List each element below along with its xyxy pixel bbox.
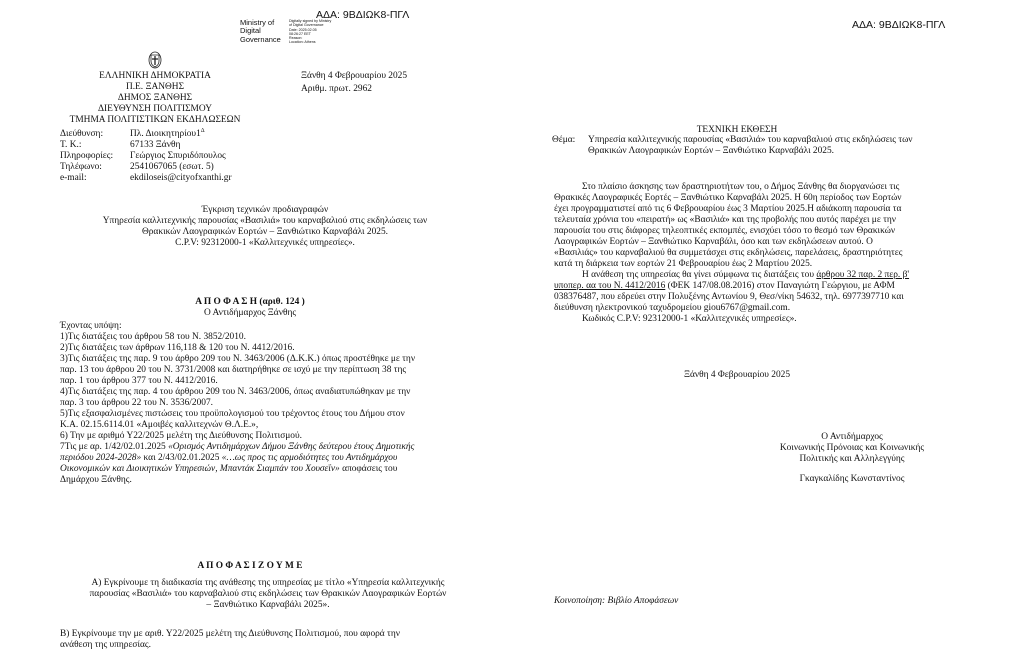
report-date: Ξάνθη 4 Φεβρουαρίου 2025 (683, 370, 791, 380)
subject-label: Θέμα: (552, 135, 576, 145)
protocol-number: Αριθμ. πρωτ. 2962 (301, 84, 372, 94)
signatory-title: Ο Αντιδήμαρχος Κοινωνικής Πρόνοιας και Κοινωνικής Πολιτικής και Αλληλεγγύης (779, 432, 925, 464)
ada-code: ΑΔΑ: 9ΒΔΙΩΚ8-ΠΓΛ (852, 19, 946, 31)
decide-title: Α Π Ο Φ Α Σ Ι Ζ Ο Υ Μ Ε (197, 561, 303, 571)
greek-coat-of-arms-icon (148, 51, 162, 69)
digital-signature-details: Digitally signed by Ministry of Digital Governance Date: 2025.02.05 08:26:27 EET Reason: Location: Athens (289, 19, 332, 45)
report-body: Στο πλαίσιο άσκησης των δραστηριοτήτων του, ο Δήμος Ξάνθης θα διοργανώσει τις Θρακικές Λαογραφικές Εορτές – Ξανθιώτικο Καρναβάλι 2025. Η 60η περίοδος των Εορτών έχει προγραμματιστεί από τις 6 Φεβρουαρίου έως 3 Μαρτίου 2025.Η αδιάκοπη παρουσία τα τελευταία χρόνια του «πειρατή» ως «Βασιλιά» και της προβολής που αυτός παρέχει με την παρουσία του στις διάφορες τηλεοπτικές εκπομπές, ενισχύει τόσο το θεσμό των Θρακικών Λαογραφικών Εορτών – Ξανθιώτικο Καρναβάλι, όσο και των εκδηλώσεων αυτού. Ο «Βασιλιάς» του καρναβαλιού θα συμμετάσχει στις εκδηλώσεις, παρελάσεις, δραστηριότητες κατά τη διάρκεια των εορτών 21 Φεβρουαρίου έως 2 Μαρτίου 2025. Η ανάθεση της υπηρεσίας θα γίνει σύμφωνα τις διατάξεις του άρθρου 32 παρ. 2 περ. β' υποπερ. αα του Ν. 4412/2016 (ΦΕΚ 147/08.08.2016) στον Παναγιώτη Γεώργιου, με ΑΦΜ 038376487, που εδρεύει στην Πολυξένης Αντωνίου 9, Θεσ/νίκη 54632, τηλ. 6977397710 και διεύθυνση ηλεκτρονικού ταχυδρομείου giou6767@gmail.com. Κωδικός C.P.V: 92312000-1 «Καλλιτεχνικές υπηρεσίες». (554, 182, 910, 324)
subject-text: Υπηρεσία καλλιτεχνικής παρουσίας «Βασιλιά» του καρναβαλιού στις εκδηλώσεις των Θρακικών Λαογραφικών Εορτών – Ξανθιώτικο Καρναβάλι 2025. (588, 135, 913, 156)
issue-date: Ξάνθη 4 Φεβρουαρίου 2025 (301, 71, 408, 81)
technical-report-page (512, 0, 1024, 671)
issuer-header: ΕΛΛΗΝΙΚΗ ΔΗΜΟΚΡΑΤΙΑ Π.Ε. ΞΑΝΘΗΣ ΔΗΜΟΣ ΞΑΝΘΗΣ ΔΙΕΥΘΥΝΣΗ ΠΟΛΙΤΙΣΜΟΥ ΤΜΗΜΑ ΠΟΛΙΤΙΣΤΙΚΩΝ ΕΚΔΗΛΩΣΕΩΝ (69, 71, 241, 125)
signatory-name: Γκαγκαλίδης Κωνσταντίνος (799, 474, 905, 484)
considerations-list: Έχοντας υπόψη: 1)Τις διατάξεις του άρθρου 58 του Ν. 3852/2010. 2)Τις διατάξεις των άρθρων 116,118 & 120 του Ν. 4412/2016. 3)Τις διατάξεις της παρ. 9 του άρθρο 209 του Ν. 3463/2006 (Δ.Κ.Κ.) όπως προστέθηκε με την παρ. 13 του άρθρου 20 του Ν. 3731/2008 και διατηρήθηκε σε ισχύ με την περίπτωση 38 της παρ. 1 του άρθρου 377 του Ν. 4412/2016. 4)Τις διατάξεις της παρ. 4 του άρθρου 209 του Ν. 3463/2006, όπως αναδιατυπώθηκαν με την παρ. 3 του άρθρου 22 του Ν. 3536/2007. 5)Τις εξασφαλισμένες πιστώσεις του προϋπολογισμού του τρέχοντος έτους του Δήμου στον Κ.Α. 02.15.6114.01 «Αμοιβές καλλιτεχνών Θ.Λ.Ε.», 6) Την με αριθμό Υ22/2025 μελέτη της Διεύθυνσης Πολιτισμού. 7Τις με αρ. 1/42/02.01.2025 «Ορισμός Αντιδημάρχων Δήμου Ξάνθης δεύτερου έτους Δημοτικής περιόδου 2024-2028» και 2/43/02.01.2025 «…ως προς τις αρμοδιότητες του Αντιδημάρχου Οικονομικών και Διοικητικών Υπηρεσιών, Μπαντάκ Σιαμπάν του Χουσεΐν» αποφάσεις του Δημάρχου Ξάνθης. (60, 321, 416, 485)
notification-line: Κοινοποίηση: Βιβλίο Αποφάσεων (554, 596, 679, 606)
digital-signer: Ministry of Digital Governance (240, 18, 281, 44)
approval-subject: Έγκριση τεχνικών προδιαγραφών Υπηρεσία καλλιτεχνικής παρουσίας «Βασιλιά» του καρναβαλιού στις εκδηλώσεις των Θρακικών Λαογραφικών Εορτών – Ξανθιώτικο Καρναβάλι 2025. C.P.V: 92312000-1 «Καλλιτεχνικές υπηρεσίες». (102, 205, 428, 248)
decision-article-a: Α) Εγκρίνουμε τη διαδικασία της ανάθεσης της υπηρεσίας με τίτλο «Υπηρεσία καλλιτεχνικής παρουσίας «Βασιλιά» του καρναβαλιού στις εκδηλώσεις των Θρακικών Λαογραφικών Εορτών – Ξανθιώτικο Καρναβάλι 2025». (89, 578, 447, 610)
decision-issuer: Ο Αντιδήμαρχος Ξάνθης (203, 308, 297, 318)
decision-title: Α Π Ο Φ Α Σ Η (αριθ. 124 ) (195, 297, 305, 307)
ada-code: ΑΔΑ: 9ΒΔΙΩΚ8-ΠΓΛ (316, 9, 410, 21)
decision-article-b: Β) Εγκρίνουμε την με αριθ. Υ22/2025 μελέτη της Διεύθυνσης Πολιτισμού, που αφορά την ανάθεση της υπηρεσίας. (60, 629, 400, 650)
contact-block: Διεύθυνση: Πλ. $\Delta\iota o\iota\kappa\eta\tau\eta\rho ίo\upsilon 1^\Delta$ Τ. Κ.: 67133 Ξάνθη Πληροφορίες: Γεώργιος Σπυριδόπουλος Τηλέφωνο: 2541067065 (εσωτ. 5) e-mail: ekdiloseis@cityofxanthi.gr (60, 128, 232, 184)
report-title: ΤΕΧΝΙΚΗ ΕΚΘΕΣΗ (696, 125, 778, 135)
